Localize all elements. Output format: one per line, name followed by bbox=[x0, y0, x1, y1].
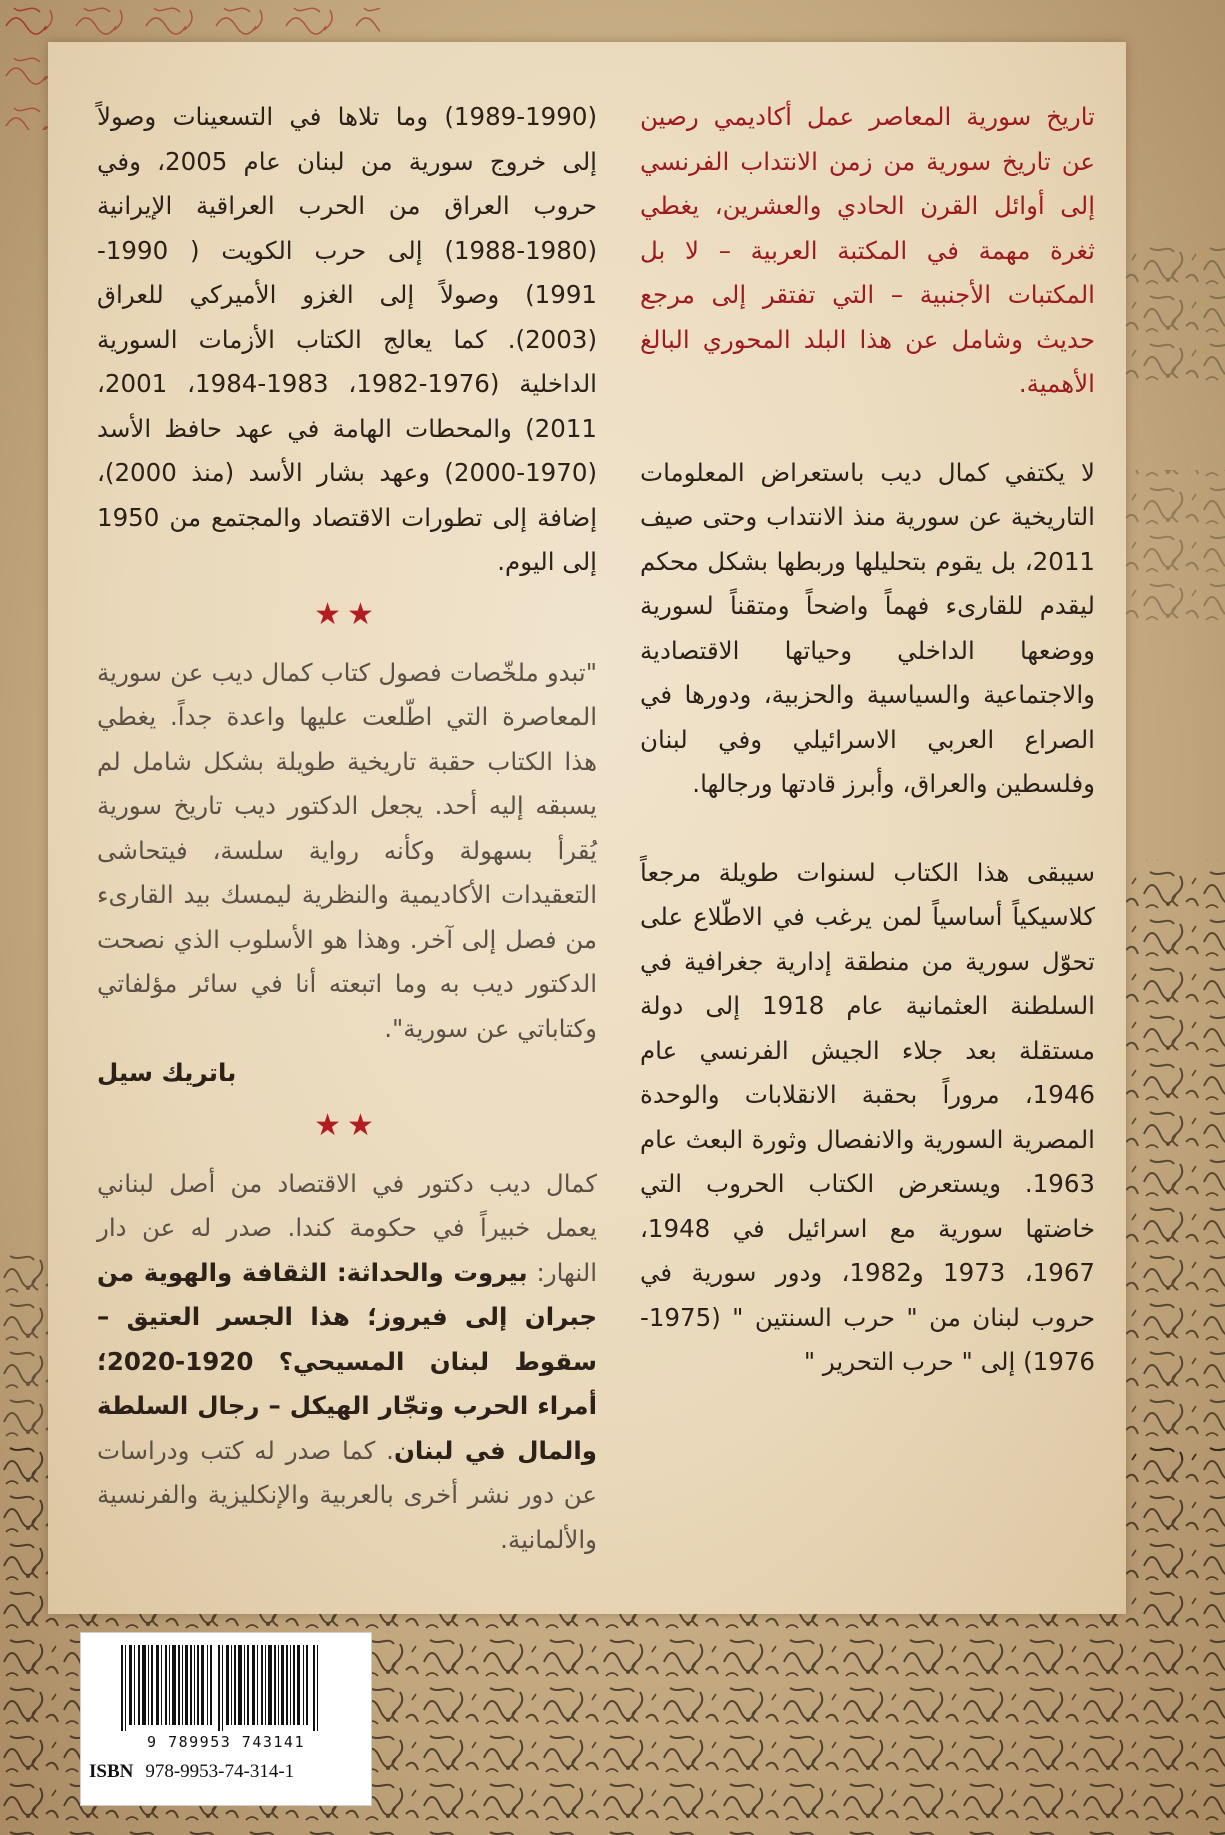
star-divider: ★★ bbox=[314, 596, 380, 632]
wars-paragraph: سيبقى هذا الكتاب لسنوات طويلة مرجعاً كلاسيكياً أساسياً لمن يرغب في الاطّلاع على تحوّل سورية من منطقة إدارية جغرافية في السلطنة العثمانية عام 1918 إلى دولة مستقلة بعد جلاء الجيش الفرنسي عام 1946، مروراً بحقبة الانقلابات والوحدة المصرية السورية والانفصال وثورة البعث عام 1963. ويستعرض الكتاب الحروب التي خاضتها سورية مع اسرائيل في 1948، 1967، 1973 و1982، ودور سورية في حروب لبنان من " حرب السنتين " (1975-1976) إلى " حرب التحرير " bbox=[640, 857, 1095, 1376]
continuation-paragraph: (1989-1990) وما تلاها في التسعينات وصولاً إلى خروج سورية من لبنان عام 2005، وفي حروب العراق من الحرب العراقية الإيرانية (1980-1988) إلى حرب الكويت ( 1990-1991) وصولاً إلى الغزو الأميركي للعراق (2003). كما يعالج الكتاب الأزمات السورية الداخلية (1976-1982، 1983-1984، 2001، 2011) والمحطات الهامة في عهد حافظ الأسد (1970-2000) وعهد بشار الأسد (منذ 2000)، إضافة إلى تطورات الاقتصاد والمجتمع من 1950 إلى اليوم. bbox=[97, 102, 597, 576]
barcode-digits: 9 789953 743141 bbox=[147, 1733, 305, 1751]
left-text-column bbox=[97, 95, 597, 1562]
star-divider: ★★ bbox=[314, 1107, 380, 1143]
description-paragraph: لا يكتفي كمال ديب باستعراض المعلومات التاريخية عن سورية منذ الانتداب وحتى صيف 2011، بل يقوم بتحليلها وربطها بشكل محكم ليقدم للقارىء فهماً واضحاً ومتقناً لسورية ووضعها الداخلي وحياتها الاقتصادية والاجتماعية والسياسية والحزبية، ودورها في الصراع العربي الاسرائيلي وفي لبنان وفلسطين والعراق، وأبرز قادتها ورجالها. bbox=[640, 457, 1095, 798]
right-text-column bbox=[640, 95, 1095, 1429]
bio-intro: كمال ديب دكتور في الاقتصاد من أصل لبناني يعمل خبيراً في حكومة كندا. صدر له عن دار النهار: bbox=[97, 1168, 598, 1287]
intro-paragraph: تاريخ سورية المعاصر عمل أكاديمي رصين عن تاريخ سورية من زمن الانتداب الفرنسي إلى أوائل القرن الحادي والعشرين، يغطي ثغرة مهمة في المكتبة العربية – لا بل المكتبات الأجنبية – التي تفتقر إلى مرجع حديث وشامل عن هذا البلد المحوري البالغ الأهمية. bbox=[640, 102, 1095, 398]
isbn-line bbox=[89, 1761, 294, 1783]
author-bio bbox=[97, 1162, 597, 1563]
review-quote: "تبدو ملخّصات فصول كتاب كمال ديب عن سورية المعاصرة التي اطّلعت عليها واعدة جداً. يغطي هذا الكتاب حقبة تاريخية طويلة بشكل شامل لم يسبقه إليه أحد. يجعل الدكتور ديب تاريخ سورية يُقرأ بسهولة وكأنه رواية سلسة، فيتحاشى التعقيدات الأكاديمية والنظرية ليمسك بيد القارىء من فصل إلى آخر. وهذا هو الأسلوب الذي نصحت الدكتور ديب به وما اتبعته أنا في سائر مؤلفاتي وكتاباتي عن سورية". bbox=[97, 657, 597, 1043]
bio-outro: . كما صدر له كتب ودراسات عن دور نشر أخرى بالعربية والإنكليزية والفرنسية والألمانية. bbox=[97, 1435, 597, 1554]
isbn-number: 978-9953-74-314-1 bbox=[145, 1761, 295, 1782]
quote-author: باتريك سيل bbox=[97, 1058, 237, 1087]
isbn-label: ISBN bbox=[89, 1761, 134, 1782]
bio-books: بيروت والحداثة: الثقافة والهوية من جبران إلى فيروز؛ هذا الجسر العتيق – سقوط لبنان المسيحي؟ 1920-2020؛ أمراء الحرب وتجّار الهيكل – رجال السلطة والمال في لبنان bbox=[97, 1257, 597, 1465]
barcode-icon bbox=[81, 1633, 371, 1733]
barcode-label bbox=[80, 1632, 372, 1806]
